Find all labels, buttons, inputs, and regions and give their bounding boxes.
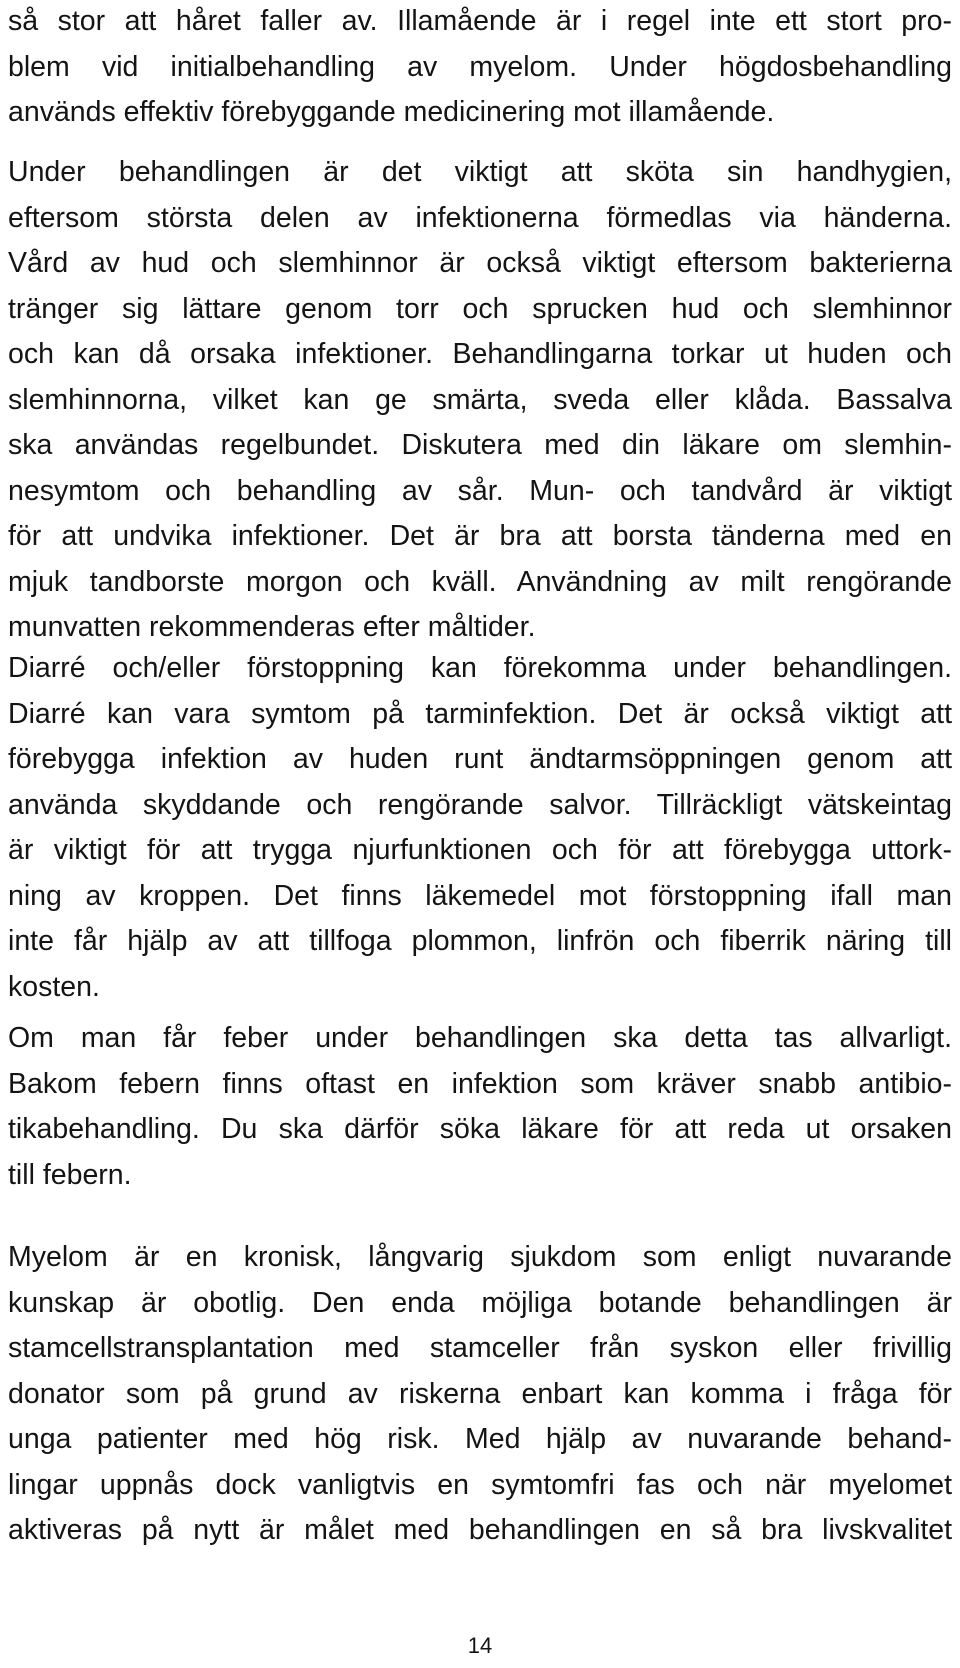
- paragraph-diarrhea-constipation: [8, 646, 952, 1010]
- text-line: nesymtom och behandling av sår. Mun- och tandvård är viktigt: [8, 474, 952, 507]
- text-line: Under behandlingen är det viktigt att sköta sin handhygien,: [8, 156, 952, 188]
- text-line: lingar uppnås dock vanligtvis en symtomfri fas och när myelomet: [8, 1468, 952, 1501]
- text-line: kosten.: [8, 970, 100, 1003]
- document-page: [8, 0, 952, 1668]
- text-line: inte får hjälp av att tillfoga plommon, linfrön och fiberrik näring till: [8, 925, 952, 957]
- text-line: munvatten rekommenderas efter måltider.: [8, 611, 536, 643]
- paragraph-hair-and-nausea: [8, 0, 952, 136]
- text-line: är viktigt för att trygga njurfunktionen och för att förebygga uttork-: [8, 834, 952, 866]
- text-line: Om man får feber under behandlingen ska detta tas allvarligt.: [8, 1022, 952, 1054]
- page-number: 14: [467, 1633, 493, 1658]
- paragraph-fever: [8, 1016, 952, 1198]
- text-line: slemhinnorna, vilket kan ge smärta, sveda eller klåda. Bassalva: [8, 383, 952, 416]
- text-line: Diarré kan vara symtom på tarminfektion. Det är också viktigt att: [8, 697, 952, 730]
- text-line: Vård av hud och slemhinnor är också viktigt eftersom bakterierna: [8, 247, 952, 279]
- text-line: till febern.: [8, 1158, 132, 1191]
- text-line: blem vid initialbehandling av myelom. Under högdosbehandling: [8, 50, 952, 83]
- text-line: tikabehandling. Du ska därför söka läkare för att reda ut orsaken: [8, 1113, 952, 1145]
- text-line: för att undvika infektioner. Det är bra att borsta tänderna med en: [8, 520, 952, 552]
- text-line: donator som på grund av riskerna enbart kan komma i fråga för: [8, 1377, 952, 1410]
- text-line: eftersom största delen av infektionerna förmedlas via händerna.: [8, 201, 952, 234]
- text-line: Myelom är en kronisk, långvarig sjukdom som enligt nuvarande: [8, 1241, 952, 1273]
- text-line: använda skyddande och rengörande salvor. Tillräckligt vätskeintag: [8, 788, 952, 821]
- text-line: Diarré och/eller förstoppning kan förekomma under behandlingen.: [8, 652, 952, 684]
- paragraph-prognosis: [8, 1235, 952, 1554]
- text-line: ska användas regelbundet. Diskutera med din läkare om slemhin-: [8, 429, 952, 461]
- text-line: aktiveras på nytt är målet med behandlingen en så bra livskvalitet: [8, 1514, 952, 1546]
- text-line: så stor att håret faller av. Illamående är i regel inte ett stort pro-: [8, 5, 952, 37]
- text-line: kunskap är obotlig. Den enda möjliga botande behandlingen är: [8, 1286, 952, 1319]
- text-line: förebygga infektion av huden runt ändtarmsöppningen genom att: [8, 743, 952, 775]
- text-line: används effektiv förebyggande medicinering mot illamående.: [8, 96, 775, 128]
- text-line: stamcellstransplantation med stamceller från syskon eller frivillig: [8, 1332, 952, 1364]
- text-line: unga patienter med hög risk. Med hjälp av nuvarande behand-: [8, 1423, 952, 1455]
- paragraph-hygiene-and-skin-care: [8, 150, 952, 651]
- text-line: mjuk tandborste morgon och kväll. Användning av milt rengörande: [8, 565, 952, 598]
- text-line: Bakom febern finns oftast en infektion som kräver snabb antibio-: [8, 1067, 952, 1100]
- text-line: ning av kroppen. Det finns läkemedel mot förstoppning ifall man: [8, 879, 952, 912]
- text-line: och kan då orsaka infektioner. Behandlingarna torkar ut huden och: [8, 338, 952, 370]
- text-line: tränger sig lättare genom torr och sprucken hud och slemhinnor: [8, 292, 952, 325]
